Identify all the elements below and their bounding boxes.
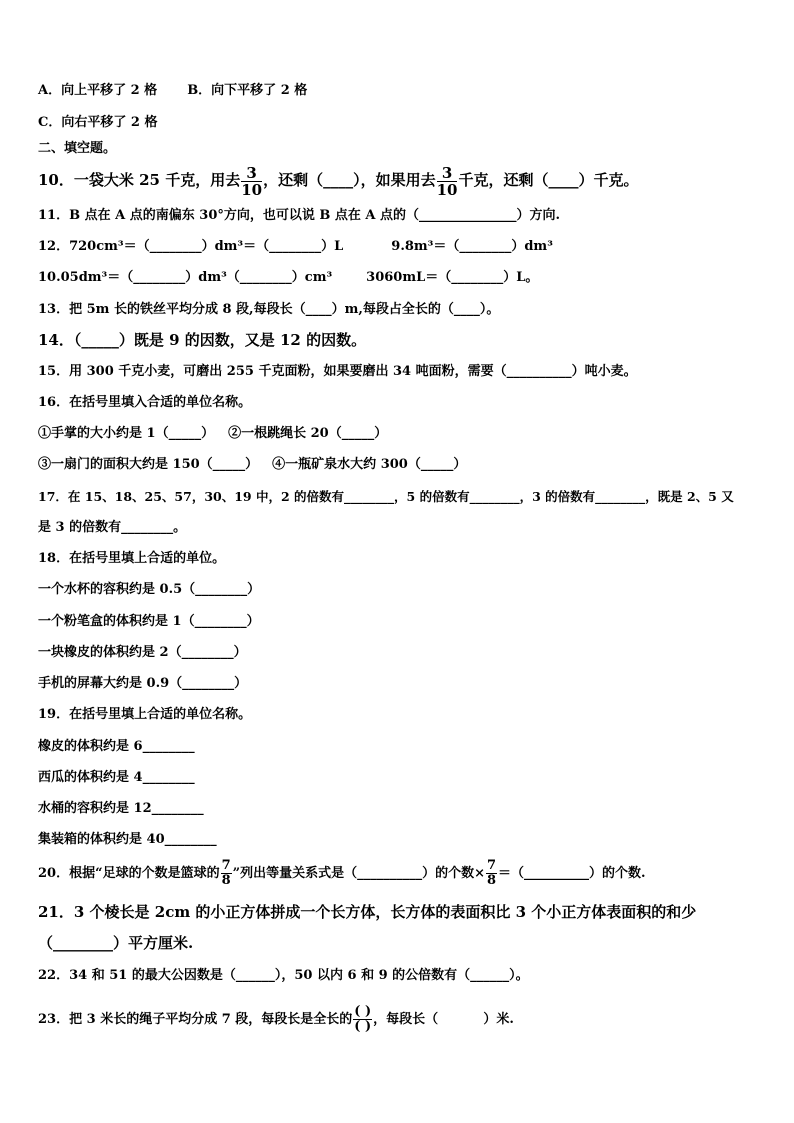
q18-item: 一个粉笔盒的体积约是 1（________） xyxy=(38,614,260,629)
question-12-row-1 xyxy=(38,238,553,256)
q20-fraction-1 xyxy=(221,859,232,888)
q10-fraction-1 xyxy=(241,165,262,198)
question-16-title: 16．在括号里填入合适的单位名称。 xyxy=(38,395,252,410)
q20-text-2: ”列出等量关系式是（__________）的个数× xyxy=(232,866,485,881)
q12-part-c: 10.05dm³＝（________）dm³（________）cm³ xyxy=(38,270,333,285)
q23-fraction-den: ( ) xyxy=(354,1019,372,1034)
q20-fraction-2-den: 8 xyxy=(487,873,497,888)
q10-text-3: 千克，还剩（____）千克。 xyxy=(458,171,639,189)
question-22: 22．34 和 51 的最大公因数是（______），50 以内 6 和 9 的公倍数有（______）。 xyxy=(38,968,529,983)
q10-text-1: 10．一袋大米 25 千克，用去 xyxy=(38,171,241,189)
q16-item-2: ②一根跳绳长 20（_____） xyxy=(228,426,388,441)
q20-fraction-2 xyxy=(486,859,497,888)
q23-text-2: ，每段长（ ）米. xyxy=(373,1012,514,1027)
question-13: 13．把 5m 长的铁丝平均分成 8 段,每段长（____）m,每段占全长的（____）。 xyxy=(38,302,500,317)
q16-item-3: ③一扇门的面积大约是 150（_____） xyxy=(38,457,259,472)
q16-item-1: ①手掌的大小约是 1（_____） xyxy=(38,426,215,441)
q19-item: 集装箱的体积约是 40________ xyxy=(38,832,217,847)
q19-item: 西瓜的体积约是 4________ xyxy=(38,770,195,785)
option-a: A．向上平移了 2 格 xyxy=(38,83,158,98)
question-21-line-1: 21．3 个棱长是 2cm 的小正方体拼成一个长方体，长方体的表面积比 3 个小正方体表面积的和少 xyxy=(38,903,697,921)
question-11: 11．B 点在 A 点的南偏东 30°方向，也可以说 B 点在 A 点的（_______________）方向. xyxy=(38,208,561,223)
q18-item: 一块橡皮的体积约是 2（________） xyxy=(38,645,247,660)
question-20 xyxy=(38,857,646,891)
q20-text-3: ＝（__________）的个数. xyxy=(498,866,646,881)
q10-fraction-2 xyxy=(437,165,458,198)
question-17-line-1: 17．在 15、18、25、57，30、19 中，2 的倍数有________，5 的倍数有________，3 的倍数有________，既是 2、5 又 xyxy=(38,489,734,504)
q20-text-1: 20．根据“足球的个数是篮球的 xyxy=(38,866,220,881)
question-15: 15．用 300 千克小麦，可磨出 255 千克面粉，如果要磨出 34 吨面粉，需要（__________）吨小麦。 xyxy=(38,364,637,379)
question-16-row-1 xyxy=(38,425,387,443)
q23-text-1: 23．把 3 米长的绳子平均分成 7 段，每段长是全长的 xyxy=(38,1012,353,1027)
q10-fraction-1-num: 3 xyxy=(241,165,262,182)
question-21-line-2: （________）平方厘米. xyxy=(38,934,194,952)
options-row-ab xyxy=(38,82,307,100)
question-14: 14．（_____）既是 9 的因数，又是 12 的因数。 xyxy=(38,331,367,349)
q12-part-a: 12．720cm³＝（________）dm³＝（________）L xyxy=(38,239,344,254)
section-title: 二、填空题。 xyxy=(38,141,117,156)
q12-part-b: 9.8m³＝（________）dm³ xyxy=(391,239,553,254)
question-17-line-2: 是 3 的倍数有________。 xyxy=(38,520,187,535)
question-16-row-2 xyxy=(38,456,466,474)
q20-fraction-1-den: 8 xyxy=(221,873,231,888)
question-10 xyxy=(38,164,638,198)
q18-item: 手机的屏幕大约是 0.9（________） xyxy=(38,676,248,691)
question-18-title: 18．在括号里填上合适的单位。 xyxy=(38,551,226,566)
q20-fraction-1-num: 7 xyxy=(221,858,231,873)
option-c: C．向右平移了 2 格 xyxy=(38,115,158,130)
q10-fraction-2-den: 10 xyxy=(436,180,458,199)
question-23 xyxy=(38,1002,514,1038)
q10-text-2: ，还剩（____），如果用去 xyxy=(263,171,436,189)
q16-item-4: ④一瓶矿泉水大约 300（_____） xyxy=(272,457,467,472)
option-b: B．向下平移了 2 格 xyxy=(187,83,308,98)
q19-item: 橡皮的体积约是 6________ xyxy=(38,739,195,754)
q19-item: 水桶的容积约是 12________ xyxy=(38,801,204,816)
q23-fraction-num: ( ) xyxy=(354,1004,372,1019)
question-19-title: 19．在括号里填上合适的单位名称。 xyxy=(38,707,252,722)
q18-item: 一个水杯的容积约是 0.5（________） xyxy=(38,582,261,597)
q23-fraction xyxy=(353,1005,372,1034)
q10-fraction-1-den: 10 xyxy=(241,180,263,199)
q12-part-d: 3060mL＝（________）L。 xyxy=(366,270,539,285)
question-12-row-2 xyxy=(38,269,538,287)
q10-fraction-2-num: 3 xyxy=(437,165,458,182)
q20-fraction-2-num: 7 xyxy=(487,858,497,873)
